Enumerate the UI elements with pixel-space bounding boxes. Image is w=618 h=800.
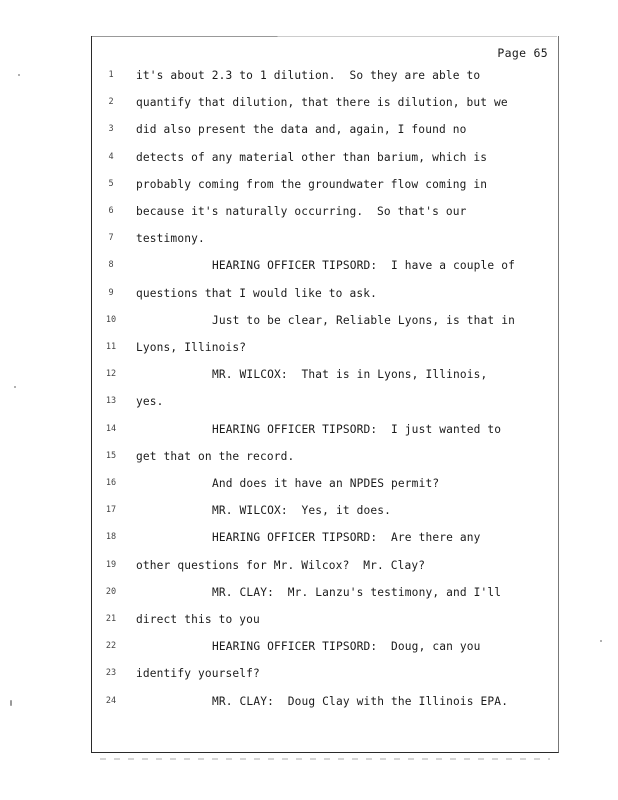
line-text: MR. CLAY: Mr. Lanzu's testimony, and I'll — [212, 585, 502, 599]
line-number: 4 — [108, 151, 114, 162]
line-text: HEARING OFFICER TIPSORD: Are there any — [212, 531, 481, 545]
line-text: probably coming from the groundwater flow coming in — [136, 177, 488, 191]
line-number: 24 — [105, 695, 117, 706]
line-number: 18 — [105, 532, 117, 543]
line-text: because it's naturally occurring. So that's our — [136, 205, 467, 218]
line-text: Just to be clear, Reliable Lyons, is that in — [212, 313, 515, 327]
line-text: HEARING OFFICER TIPSORD: Doug, can you — [212, 640, 481, 654]
line-number: 1 — [108, 70, 114, 80]
transcript-line — [92, 342, 558, 362]
transcript-page — [91, 36, 559, 753]
line-text: And does it have an NPDES permit? — [212, 477, 440, 490]
transcript-line — [92, 505, 558, 525]
scan-speck — [600, 640, 602, 642]
line-number: 23 — [105, 668, 117, 679]
line-text: it's about 2.3 to 1 dilution. So they are able to — [136, 69, 481, 82]
line-number: 15 — [105, 450, 117, 461]
transcript-line — [92, 315, 558, 335]
line-text: questions that I would like to ask. — [136, 286, 377, 300]
scan-speck — [18, 74, 20, 76]
line-text: other questions for Mr. Wilcox? Mr. Clay? — [136, 558, 426, 572]
transcript-line — [92, 478, 558, 498]
transcript-line — [92, 288, 558, 308]
transcript-line — [92, 587, 558, 607]
transcript-line — [92, 424, 558, 444]
transcript-line — [92, 696, 558, 716]
transcript-line — [92, 560, 558, 580]
line-text: identify yourself? — [136, 667, 260, 681]
line-number: 5 — [108, 178, 114, 189]
transcript-line — [92, 233, 558, 253]
transcript-line — [92, 451, 558, 471]
transcript-line — [92, 260, 558, 280]
transcript-line — [92, 97, 558, 117]
line-text: direct this to you — [136, 613, 260, 626]
line-number: 9 — [108, 287, 114, 298]
line-number: 14 — [105, 423, 117, 434]
line-number: 7 — [108, 233, 114, 244]
line-number: 20 — [105, 586, 117, 597]
scan-speck — [14, 386, 16, 388]
line-text: HEARING OFFICER TIPSORD: I have a couple of — [212, 259, 515, 273]
line-text: Lyons, Illinois? — [136, 341, 247, 354]
transcript-line — [92, 532, 558, 552]
transcript-line — [92, 179, 558, 199]
line-number: 6 — [108, 206, 114, 216]
page-number: Page 65 — [497, 46, 548, 60]
transcript-line — [92, 396, 558, 416]
line-text: MR. WILCOX: Yes, it does. — [212, 504, 392, 518]
transcript-line — [92, 668, 558, 688]
line-number: 13 — [105, 396, 117, 407]
line-text: testimony. — [136, 232, 205, 246]
line-number: 8 — [108, 260, 114, 271]
line-text: did also present the data and, again, I found no — [136, 123, 467, 137]
scan-artifact — [100, 758, 550, 760]
line-text: MR. WILCOX: That is in Lyons, Illinois, — [212, 368, 488, 382]
line-number: 12 — [105, 369, 117, 380]
transcript-line — [92, 124, 558, 144]
line-number: 10 — [105, 314, 117, 325]
transcript-line — [92, 70, 558, 90]
line-number: 2 — [108, 97, 114, 108]
line-number: 21 — [105, 614, 117, 624]
line-text: quantify that dilution, that there is dilution, but we — [136, 96, 508, 110]
transcript-line — [92, 641, 558, 661]
line-text: detects of any material other than barium, which is — [136, 150, 488, 164]
line-number: 17 — [105, 505, 117, 516]
line-text: get that on the record. — [136, 449, 295, 463]
transcript-line — [92, 206, 558, 226]
line-number: 3 — [108, 124, 114, 135]
line-number: 22 — [105, 641, 117, 652]
line-text: HEARING OFFICER TIPSORD: I just wanted to — [212, 422, 502, 436]
line-text: yes. — [136, 395, 164, 409]
line-number: 11 — [105, 342, 117, 352]
transcript-line — [92, 152, 558, 172]
line-text: MR. CLAY: Doug Clay with the Illinois EPA. — [212, 694, 509, 708]
transcript-line — [92, 614, 558, 634]
line-number: 16 — [105, 478, 117, 488]
line-number: 19 — [105, 559, 117, 570]
transcript-line — [92, 369, 558, 389]
scan-speck — [10, 700, 12, 706]
